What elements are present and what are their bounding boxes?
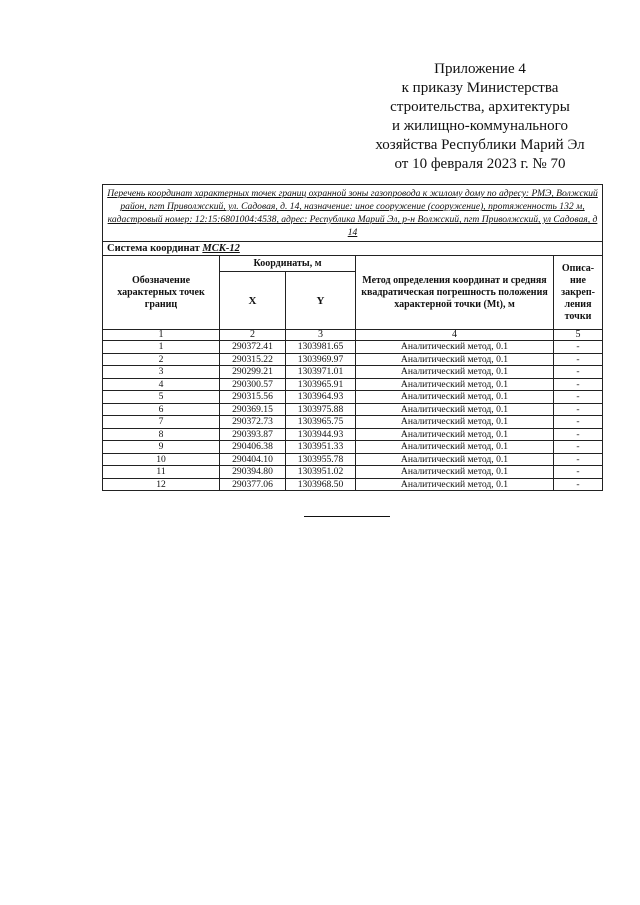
- table-row: [103, 466, 603, 479]
- coordinates-table: [102, 184, 603, 491]
- y-cell: 1303965.75: [286, 416, 356, 429]
- coordinate-system-label: Система координат: [107, 243, 200, 254]
- table-row: [103, 391, 603, 404]
- method-cell: Аналитический метод, 0.1: [356, 428, 554, 441]
- appendix-header: [340, 60, 620, 174]
- x-cell: 290369.15: [220, 403, 286, 416]
- y-cell: 1303968.50: [286, 478, 356, 491]
- table-row: [103, 453, 603, 466]
- method-cell: Аналитический метод, 0.1: [356, 416, 554, 429]
- description-cell: -: [554, 366, 603, 379]
- description-cell: -: [554, 416, 603, 429]
- description-cell: -: [554, 466, 603, 479]
- header-coordinates: Координаты, м: [220, 256, 356, 272]
- x-cell: 290315.56: [220, 391, 286, 404]
- x-cell: 290377.06: [220, 478, 286, 491]
- table-row: [103, 366, 603, 379]
- y-cell: 1303975.88: [286, 403, 356, 416]
- table-row: [103, 353, 603, 366]
- point-number-cell: 3: [103, 366, 220, 379]
- x-cell: 290300.57: [220, 378, 286, 391]
- method-cell: Аналитический метод, 0.1: [356, 478, 554, 491]
- method-cell: Аналитический метод, 0.1: [356, 378, 554, 391]
- coordinates-table-wrapper: [102, 184, 602, 491]
- x-cell: 290394.80: [220, 466, 286, 479]
- point-number-cell: 8: [103, 428, 220, 441]
- column-number-row: [103, 330, 603, 341]
- description-cell: -: [554, 391, 603, 404]
- appendix-line: и жилищно-коммунального: [392, 118, 568, 134]
- point-number-cell: 12: [103, 478, 220, 491]
- point-number-cell: 11: [103, 466, 220, 479]
- method-cell: Аналитический метод, 0.1: [356, 441, 554, 454]
- column-number: 4: [356, 330, 554, 341]
- description-cell: -: [554, 341, 603, 354]
- point-number-cell: 2: [103, 353, 220, 366]
- table-row: [103, 478, 603, 491]
- coordinate-system-name: МСК-12: [202, 243, 240, 254]
- x-cell: 290315.22: [220, 353, 286, 366]
- method-cell: Аналитический метод, 0.1: [356, 453, 554, 466]
- description-cell: -: [554, 441, 603, 454]
- description-cell: -: [554, 378, 603, 391]
- method-cell: Аналитический метод, 0.1: [356, 466, 554, 479]
- y-cell: 1303951.02: [286, 466, 356, 479]
- y-cell: 1303969.97: [286, 353, 356, 366]
- description-cell: -: [554, 403, 603, 416]
- x-cell: 290393.87: [220, 428, 286, 441]
- x-cell: 290372.73: [220, 416, 286, 429]
- header-x: X: [220, 272, 286, 330]
- description-cell: -: [554, 353, 603, 366]
- table-row: [103, 403, 603, 416]
- description-cell: -: [554, 478, 603, 491]
- column-number: 5: [554, 330, 603, 341]
- appendix-line: Приложение 4: [434, 61, 526, 77]
- header-description: Описа-ние закреп-ления точки: [554, 256, 603, 330]
- table-row: [103, 341, 603, 354]
- method-cell: Аналитический метод, 0.1: [356, 366, 554, 379]
- coordinate-system-row: [103, 242, 603, 256]
- table-row: [103, 416, 603, 429]
- x-cell: 290406.38: [220, 441, 286, 454]
- method-cell: Аналитический метод, 0.1: [356, 353, 554, 366]
- appendix-line: строительства, архитектуры: [390, 99, 570, 115]
- table-row: [103, 441, 603, 454]
- method-cell: Аналитический метод, 0.1: [356, 391, 554, 404]
- y-cell: 1303981.65: [286, 341, 356, 354]
- y-cell: 1303965.91: [286, 378, 356, 391]
- description-cell: -: [554, 428, 603, 441]
- y-cell: 1303944.93: [286, 428, 356, 441]
- appendix-line: от 10 февраля 2023 г. № 70: [394, 156, 566, 172]
- method-cell: Аналитический метод, 0.1: [356, 403, 554, 416]
- header-y: Y: [286, 272, 356, 330]
- column-number: 2: [220, 330, 286, 341]
- point-number-cell: 10: [103, 453, 220, 466]
- table-title: Перечень координат характерных точек границ охранной зоны газопровода к жилому дому по адресу: РМЭ, Волжский район, пгт Приволжский, ул. Садовая, д. 14, назначение: иное сооружение (сооружение), протяженность 132 м, кадастровый номер: 12:15:6801004:4538, адрес: Республика Марий Эл, р-н Волжский, пгт Приволжский, ул Садовая, д 14: [103, 185, 603, 242]
- x-cell: 290299.21: [220, 366, 286, 379]
- point-number-cell: 1: [103, 341, 220, 354]
- y-cell: 1303964.93: [286, 391, 356, 404]
- header-point: Обозначение характерных точек границ: [103, 256, 220, 330]
- header-method: Метод определения координат и средняя квадратическая погрешность положения характерной точки (Mt), м: [356, 256, 554, 330]
- signature-line: [304, 516, 390, 517]
- method-cell: Аналитический метод, 0.1: [356, 341, 554, 354]
- description-cell: -: [554, 453, 603, 466]
- point-number-cell: 9: [103, 441, 220, 454]
- appendix-line: хозяйства Республики Марий Эл: [375, 137, 585, 153]
- column-number: 3: [286, 330, 356, 341]
- table-row: [103, 378, 603, 391]
- appendix-line: к приказу Министерства: [401, 80, 559, 96]
- column-number: 1: [103, 330, 220, 341]
- point-number-cell: 7: [103, 416, 220, 429]
- table-row: [103, 428, 603, 441]
- x-cell: 290404.10: [220, 453, 286, 466]
- x-cell: 290372.41: [220, 341, 286, 354]
- y-cell: 1303951.33: [286, 441, 356, 454]
- y-cell: 1303971.01: [286, 366, 356, 379]
- point-number-cell: 6: [103, 403, 220, 416]
- point-number-cell: 4: [103, 378, 220, 391]
- point-number-cell: 5: [103, 391, 220, 404]
- y-cell: 1303955.78: [286, 453, 356, 466]
